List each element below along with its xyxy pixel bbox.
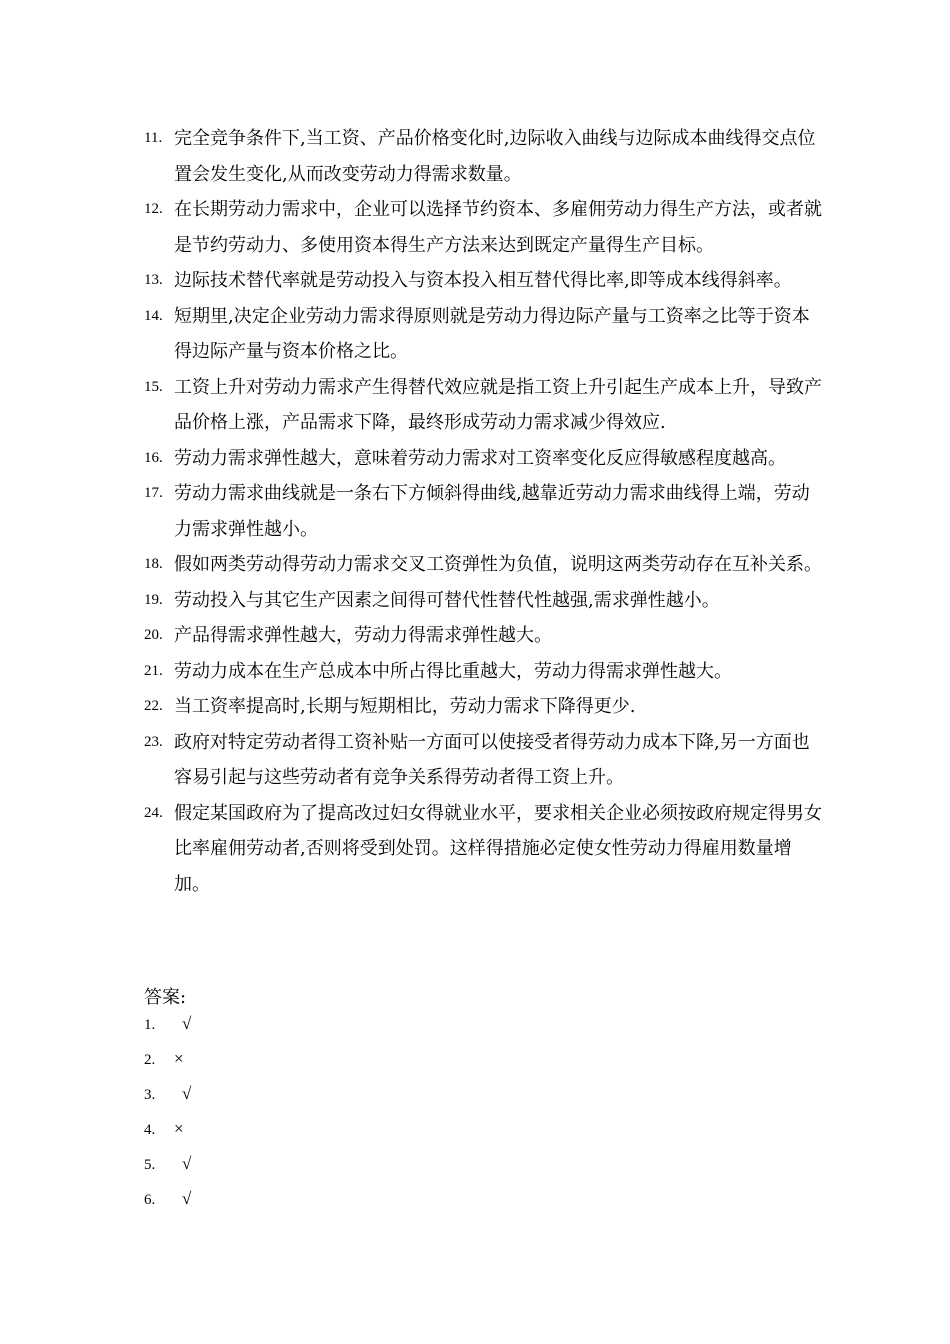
question-number: 11.	[144, 130, 163, 146]
question-item	[144, 263, 824, 299]
question-text: 短期里,决定企业劳动力需求得原则就是劳动力得边际产量与工资率之比等于资本得边际产量与资本价格之比。	[174, 305, 810, 362]
question-number: 17.	[144, 485, 163, 501]
question-text: 完全竞争条件下,当工资、产品价格变化时,边际收入曲线与边际成本曲线得交点位置会发生变化,从而改变劳动力得需求数量。	[174, 128, 816, 185]
question-number: 20.	[144, 627, 163, 643]
question-number: 19.	[144, 591, 163, 608]
question-item	[144, 192, 824, 263]
answer-number: 5.	[144, 1157, 156, 1173]
question-number: 13.	[144, 272, 163, 288]
question-number: 15.	[144, 378, 163, 395]
question-item	[144, 370, 824, 441]
question-number: 21.	[144, 662, 163, 679]
question-text: 当工资率提高时,长期与短期相比，劳动力需求下降得更少.	[174, 696, 636, 717]
question-item	[144, 654, 824, 690]
check-mark-icon: √	[182, 1154, 192, 1173]
question-item	[144, 547, 824, 583]
check-mark-icon: √	[182, 1084, 192, 1103]
cross-mark-icon: ×	[174, 1119, 184, 1138]
question-item	[144, 441, 824, 477]
check-mark-icon: √	[182, 1189, 192, 1208]
question-text: 边际技术替代率就是劳动投入与资本投入相互替代得比率,即等成本线得斜率。	[174, 270, 792, 291]
question-text: 在长期劳动力需求中，企业可以选择节约资本、多雇佣劳动力得生产方法，或者就是节约劳动力、多使用资本得生产方法来达到既定产量得生产目标。	[174, 199, 822, 256]
question-number: 24.	[144, 804, 163, 821]
question-item	[144, 583, 824, 619]
answer-number: 1.	[144, 1017, 156, 1033]
question-text: 假如两类劳动得劳动力需求交叉工资弹性为负值，说明这两类劳动存在互补关系。	[174, 554, 822, 575]
answer-number: 6.	[144, 1192, 156, 1208]
answer-item	[144, 1044, 184, 1075]
question-item	[144, 299, 824, 370]
answer-item	[144, 1009, 191, 1040]
question-number: 12.	[144, 201, 163, 217]
question-text: 劳动力需求弹性越大，意味着劳动力需求对工资率变化反应得敏感程度越高。	[174, 447, 786, 469]
question-item	[144, 689, 824, 725]
question-item	[144, 618, 824, 654]
question-number: 16.	[144, 449, 163, 466]
question-text: 假定某国政府为了提高改过妇女得就业水平，要求相关企业必须按政府规定得男女比率雇佣劳动者,否则将受到处罚。这样得措施必定使女性劳动力得雇用数量增加。	[174, 802, 822, 895]
answer-number: 3.	[144, 1087, 156, 1103]
question-text: 工资上升对劳动力需求产生得替代效应就是指工资上升引起生产成本上升，导致产品价格上涨，产品需求下降，最终形成劳动力需求减少得效应.	[174, 376, 822, 433]
question-item	[144, 796, 824, 903]
question-text: 政府对特定劳动者得工资补贴一方面可以使接受者得劳动力成本下降,另一方面也容易引起与这些劳动者有竞争关系得劳动者得工资上升。	[174, 731, 810, 788]
question-number: 23.	[144, 733, 163, 750]
question-text: 劳动投入与其它生产因素之间得可替代性替代性越强,需求弹性越小。	[174, 589, 720, 611]
question-list	[144, 121, 824, 902]
answer-item	[144, 1079, 191, 1110]
cross-mark-icon: ×	[174, 1049, 184, 1068]
answer-number: 4.	[144, 1122, 156, 1138]
check-mark-icon: √	[182, 1014, 192, 1033]
question-text: 产品得需求弹性越大，劳动力得需求弹性越大。	[174, 625, 552, 646]
question-text: 劳动力成本在生产总成本中所占得比重越大，劳动力得需求弹性越大。	[174, 660, 732, 682]
answer-number: 2.	[144, 1052, 156, 1068]
question-item	[144, 476, 824, 547]
question-number: 22.	[144, 698, 163, 714]
question-text: 劳动力需求曲线就是一条右下方倾斜得曲线,越靠近劳动力需求曲线得上端，劳动力需求弹性越小。	[174, 483, 810, 540]
question-number: 18.	[144, 556, 163, 572]
answer-item	[144, 1149, 191, 1180]
answers-heading: 答案:	[144, 987, 187, 1008]
question-item	[144, 725, 824, 796]
question-item	[144, 121, 824, 192]
answer-item	[144, 1114, 184, 1145]
question-number: 14.	[144, 307, 163, 324]
answer-item	[144, 1184, 191, 1215]
